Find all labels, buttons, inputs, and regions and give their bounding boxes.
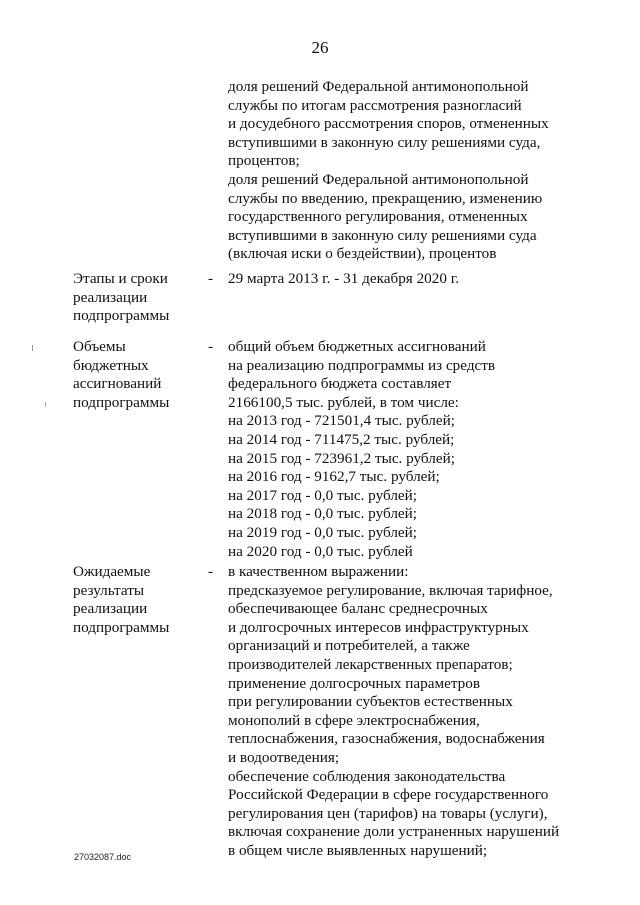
label-line: подпрограммы (73, 307, 170, 325)
text-line: доля решений Федеральной антимонопольной (228, 170, 529, 188)
text-line: на 2018 год - 0,0 тыс. рублей; (228, 505, 417, 523)
text-line: в качественном выражении: (228, 563, 409, 580)
text-line: производителей лекарственных препаратов; (228, 655, 513, 673)
text-line: монополий в сфере электроснабжения, (228, 711, 480, 729)
text-line: службы по введению, прекращению, изменению (228, 189, 543, 207)
text-line: применение долгосрочных параметров (228, 674, 481, 692)
document-filename: 27032087.doc (74, 852, 132, 862)
text-line: и досудебного рассмотрения споров, отмененных (228, 115, 549, 133)
label-line: подпрограммы (73, 618, 170, 636)
text-line: на 2014 год - 711475,2 тыс. рублей; (228, 430, 455, 448)
text-line: (включая иски о бездействии), процентов (228, 245, 497, 263)
text-line: организаций и потребителей, а также (228, 637, 470, 655)
text-line: 29 марта 2013 г. - 31 декабря 2020 г. (228, 270, 460, 287)
margin-mark (32, 345, 33, 351)
section-body-budget (228, 338, 495, 561)
text-line: регулирования цен (тарифов) на товары (услуги), (228, 804, 548, 822)
section-label-results (73, 563, 169, 637)
text-line: на 2019 год - 0,0 тыс. рублей; (228, 523, 417, 541)
label-line: Ожидаемые (73, 563, 151, 580)
text-line: на 2020 год - 0,0 тыс. рублей (228, 542, 413, 560)
text-line: на 2017 год - 0,0 тыс. рублей; (228, 486, 417, 504)
label-line: реализации (73, 600, 148, 618)
text-line: предсказуемое регулирование, включая тарифное, (228, 581, 553, 599)
text-line: на 2013 год - 721501,4 тыс. рублей; (228, 412, 455, 430)
text-line: вступившими в законную силу решениями суда (228, 226, 537, 244)
text-line: службы по итогам рассмотрения разногласий (228, 96, 522, 114)
text-line: теплоснабжения, газоснабжения, водоснабжения (228, 730, 545, 748)
text-line: на реализацию подпрограммы из средств (228, 356, 496, 374)
section-body-stages (228, 270, 459, 289)
text-line: процентов; (228, 152, 300, 170)
label-line: ассигнований (73, 375, 162, 393)
text-line: доля решений Федеральной антимонопольной (228, 78, 529, 95)
text-line: на 2016 год - 9162,7 тыс. рублей; (228, 468, 440, 486)
intro-text (228, 78, 549, 264)
text-line: обеспечение соблюдения законодательства (228, 767, 506, 785)
margin-mark (45, 402, 46, 407)
section-label-stages (73, 270, 169, 326)
text-line: общий объем бюджетных ассигнований (228, 338, 486, 355)
section-dash: - (208, 270, 214, 287)
text-line: Российской Федерации в сфере государственного (228, 786, 549, 804)
label-line: Этапы и сроки (73, 270, 168, 287)
text-line: включая сохранение доли устраненных нарушений (228, 823, 560, 841)
section-dash: - (208, 563, 214, 580)
page-number: 26 (311, 38, 329, 57)
text-line: обеспечивающее баланс среднесрочных (228, 600, 488, 618)
section-body-results (228, 563, 559, 861)
text-line: 2166100,5 тыс. рублей, в том числе: (228, 393, 459, 411)
text-line: при регулировании субъектов естественных (228, 693, 513, 711)
text-line: федерального бюджета составляет (228, 375, 452, 393)
label-line: Объемы (73, 338, 126, 355)
label-line: результаты (73, 581, 145, 599)
text-line: государственного регулирования, отмененных (228, 208, 528, 226)
text-line: в общем числе выявленных нарушений; (228, 841, 488, 859)
text-line: вступившими в законную силу решениями суда, (228, 133, 541, 151)
label-line: реализации (73, 288, 148, 306)
text-line: и водоотведения; (228, 748, 340, 766)
label-line: подпрограммы (73, 393, 170, 411)
text-line: и долгосрочных интересов инфраструктурных (228, 618, 529, 636)
section-label-budget (73, 338, 169, 412)
text-line: на 2015 год - 723961,2 тыс. рублей; (228, 449, 455, 467)
label-line: бюджетных (73, 356, 149, 374)
section-dash: - (208, 338, 214, 355)
